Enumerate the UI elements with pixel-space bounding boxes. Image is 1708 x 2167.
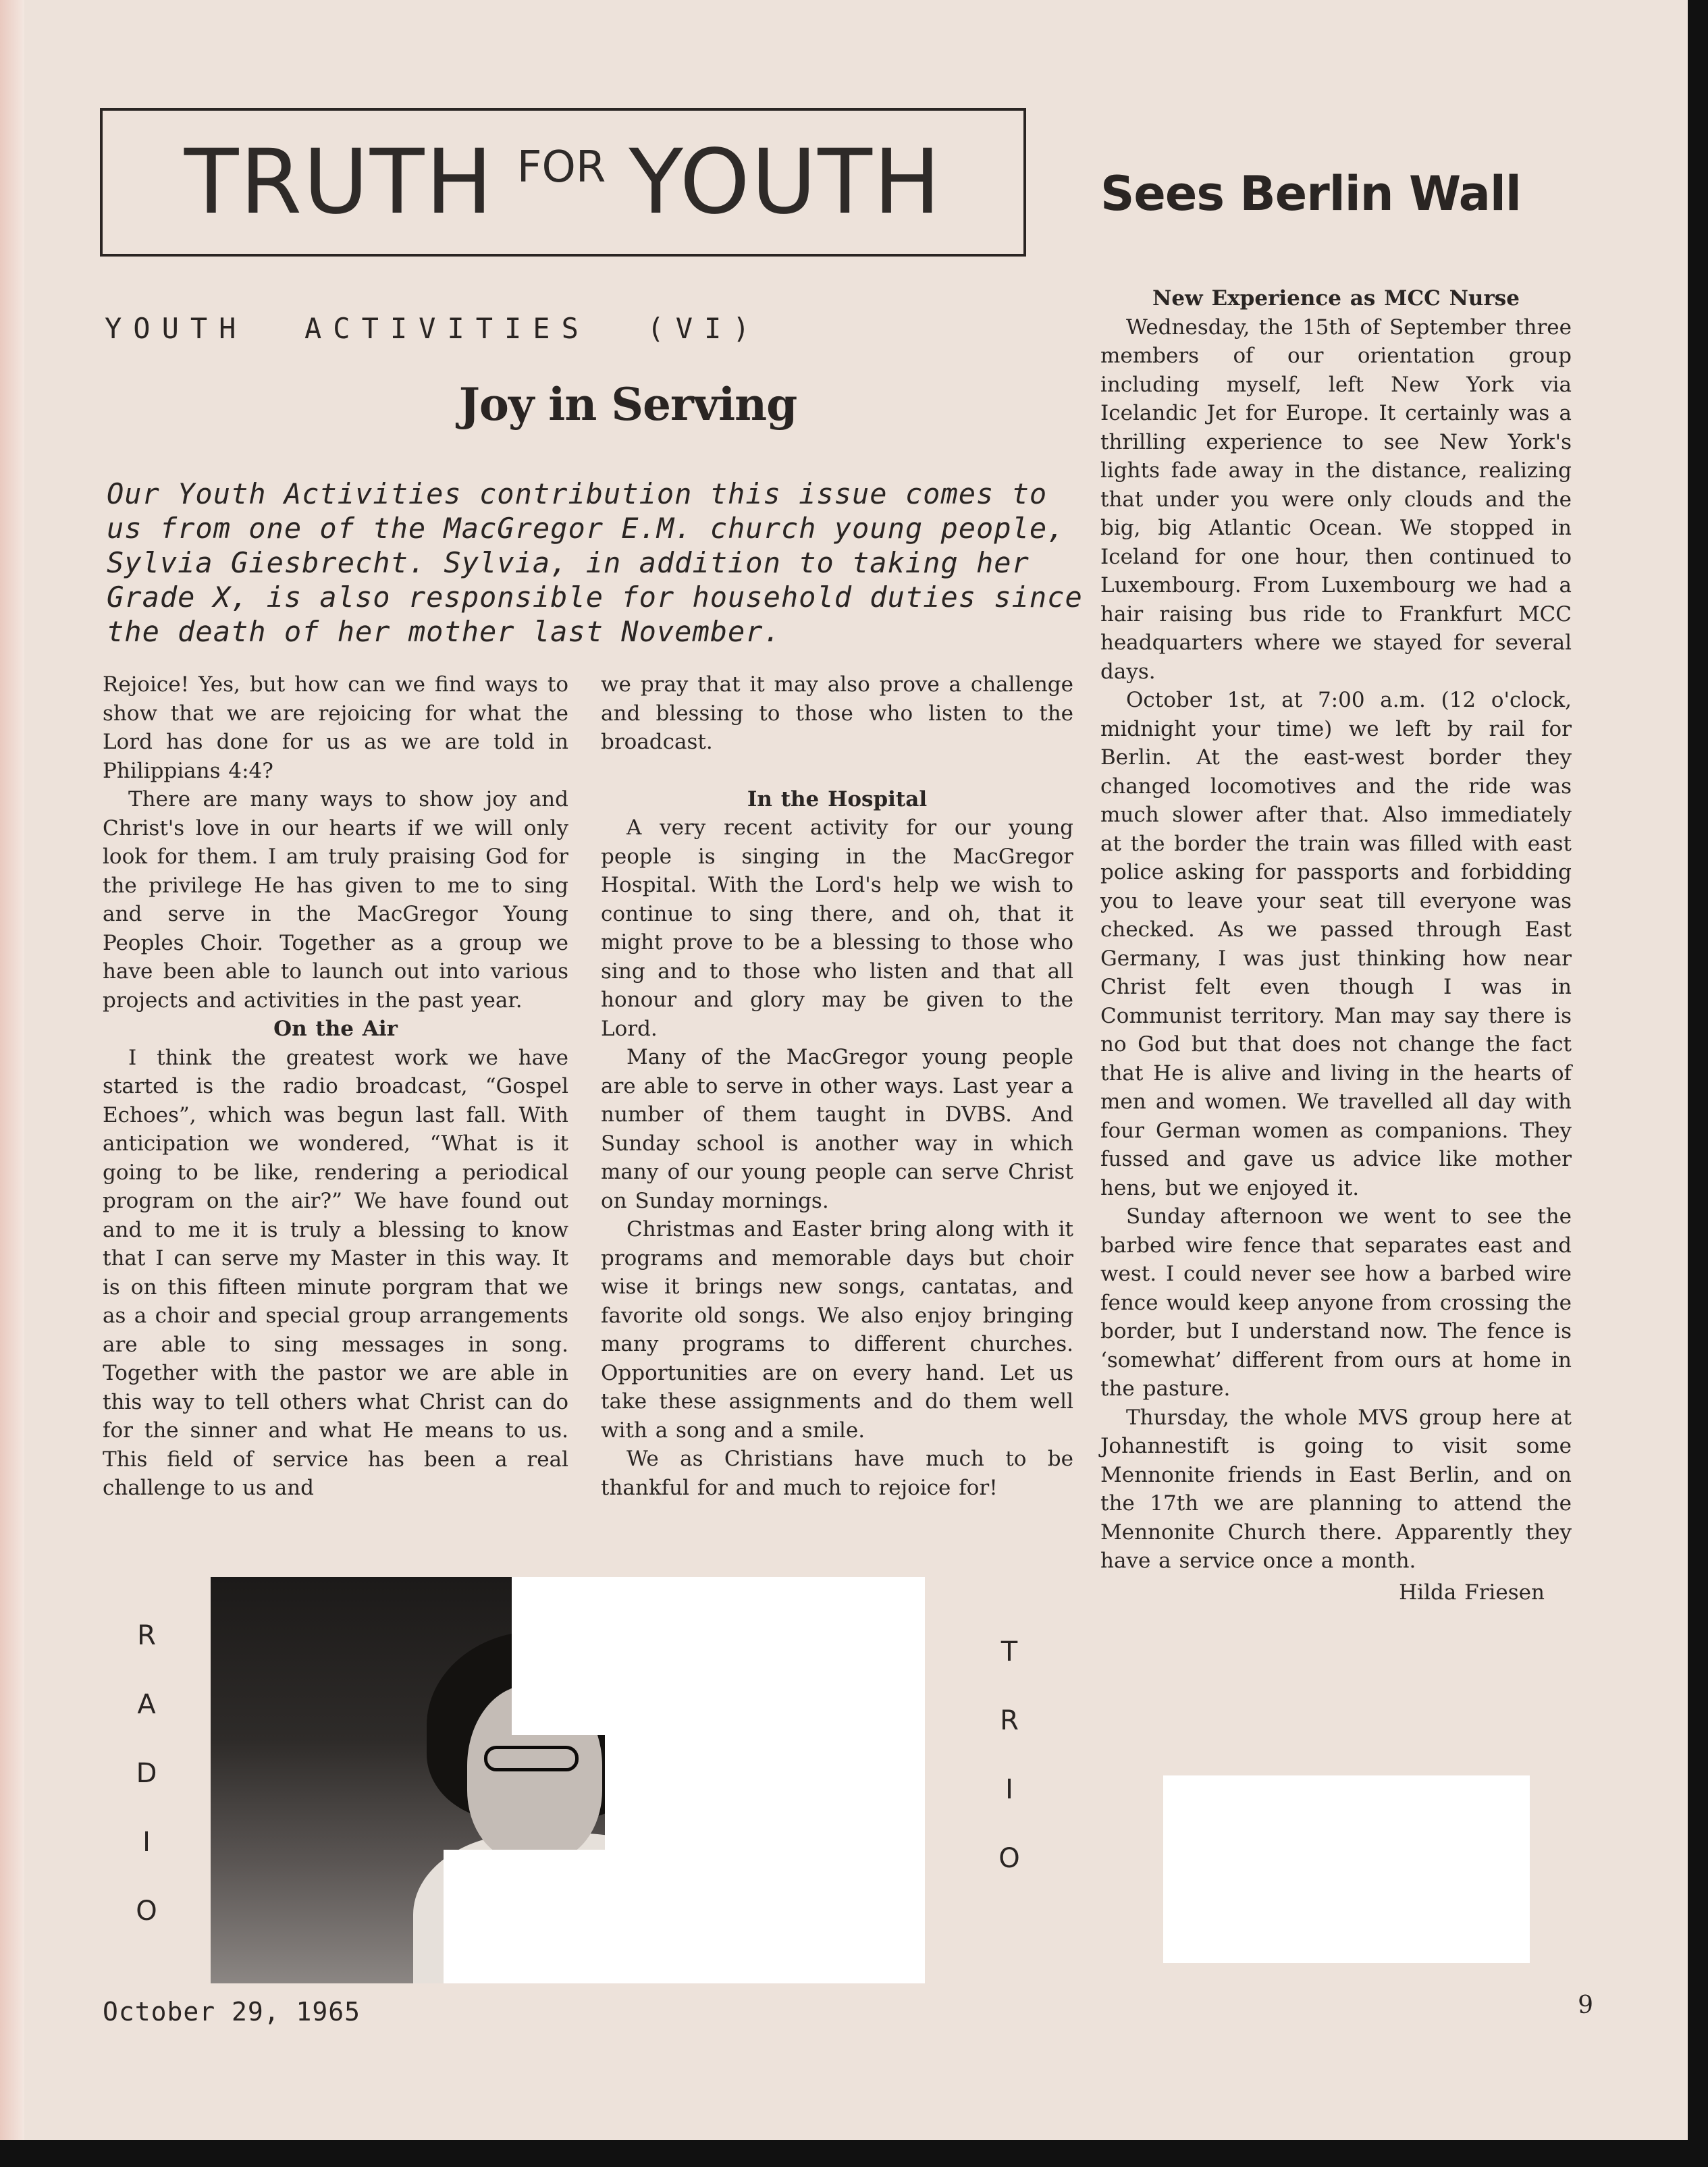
subheading-on-the-air: On the Air bbox=[273, 1017, 398, 1041]
caption-letter: T bbox=[1000, 1636, 1018, 1667]
paragraph: There are many ways to show joy and Christ's love in our hearts if we will only look for them. I am truly praising God for the privilege He has given to me to sing and serve in the MacGregor Young Peoples Choir. Together as a group we have been able to launch out into various projects and activities in the past year. bbox=[103, 787, 568, 1013]
caption-letter: I bbox=[142, 1827, 151, 1858]
section-label: YOUTH ACTIVITIES (VI) bbox=[105, 312, 762, 345]
page-edge-right bbox=[1688, 0, 1708, 2167]
author-signature: Hilda Friesen bbox=[1399, 1580, 1545, 1605]
caption-letter: R bbox=[137, 1620, 156, 1651]
photo-caption-trio bbox=[989, 1617, 1030, 1915]
caption-letter: I bbox=[1005, 1774, 1013, 1805]
subheading-mcc-nurse: New Experience as MCC Nurse bbox=[1152, 286, 1520, 311]
paragraph: Many of the MacGregor young people are able to serve in other ways. Last year a number of them taught in DVBS. And Sunday school is another way in which many of our young people can serve Christ on Sunday mornings. bbox=[601, 1045, 1073, 1213]
article-column-1 bbox=[103, 670, 568, 1568]
caption-letter: D bbox=[136, 1758, 157, 1789]
masthead-word-youth: YOUTH bbox=[629, 130, 942, 234]
subheading-in-the-hospital: In the Hospital bbox=[747, 786, 928, 811]
masthead-word-for: FOR bbox=[516, 142, 606, 192]
caption-letter: A bbox=[137, 1689, 156, 1720]
paragraph: Sunday afternoon we went to see the barbed wire fence that separates east and west. I could never see how a barbed wire fence would keep anyone from crossing the border, but I understand now. The fence is ‘somewhat’ different from ours at home in the pasture. bbox=[1100, 1204, 1572, 1401]
paragraph: I think the greatest work we have started is the radio broadcast, “Gospel Echoes”, which was begun last fall. With anticipation we wondered, “What is it going to be like, rendering a periodical program on the air?” We have found out and to me it is truly a blessing to know that I can serve my Master in this way. It is on this fifteen minute porgram that we as a choir and special group arrangements are able to sing messages in song. Together with the pastor we are able in this way to tell others what Christ can do for the sinner and what He means to us. This field of service has been a real challenge to us and bbox=[103, 1045, 568, 1500]
paragraph: we pray that it may also prove a challenge and blessing to those who listen to the broadcast. bbox=[601, 672, 1073, 754]
paragraph: Thursday, the whole MVS group here at Johannestift is going to visit some Mennonite friends in East Berlin, and on the 17th we are planning to attend the Mennonite Church there. Apparently they have a service once a month. bbox=[1100, 1405, 1572, 1573]
article-title: Joy in Serving bbox=[458, 378, 797, 431]
page-number: 9 bbox=[1578, 1991, 1593, 2019]
paragraph: Wednesday, the 15th of September three members of our orientation group including myself, left New York via Icelandic Jet for Europe. It certainly was a thrilling experience to see New York's lights fade away in the distance, realizing that under you were only clouds and the big, big Atlantic Ocean. We stopped in Iceland for one hour, then continued to Luxembourg. From Luxembourg we had a hair raising bus ride to Frankfurt MCC headquarters where we stayed for several days. bbox=[1100, 315, 1572, 684]
page-edge-left bbox=[0, 0, 24, 2167]
page-edge-bottom bbox=[0, 2140, 1708, 2167]
redaction-block bbox=[605, 1735, 925, 1850]
photo-glasses bbox=[484, 1746, 579, 1771]
caption-letter: O bbox=[998, 1843, 1020, 1874]
berlin-headline: Sees Berlin Wall bbox=[1100, 166, 1521, 221]
caption-letter: O bbox=[136, 1896, 157, 1927]
redaction-block bbox=[1163, 1775, 1530, 1963]
paragraph: Rejoice! Yes, but how can we find ways to show that we are rejoicing for what the Lord has done for us as we are told in Philippians 4:4? bbox=[103, 672, 568, 783]
redaction-block bbox=[512, 1577, 925, 1735]
masthead bbox=[100, 108, 1026, 257]
article-intro: Our Youth Activities contribution this issue comes to us from one of the MacGregor E.M. church young people, Sylvia Giesbrecht. Sylvia, in addition to taking her Grade X, is also responsible for household duties since the death of her mother last November. bbox=[107, 477, 1083, 648]
article-column-2 bbox=[601, 670, 1073, 1575]
photo-caption-radio bbox=[126, 1601, 167, 1952]
paragraph: October 1st, at 7:00 a.m. (12 o'clock, midnight your time) we left by rail for Berlin. At the east-west border they changed locomotives and the ride was much slower after that. Also immediately at the border the train was filled with east police asking for passports and forbidding you to leave your seat till everyone was checked. As we passed through East Germany, I was just thinking how near Christ felt even though I was in Communist territory. Man may say there is no God but that does not change the fact that He is alive and living in the hearts of men and women. We travelled all day with four German women as companions. They fussed and gave us advice like mother hens, but we enjoyed it. bbox=[1100, 688, 1572, 1200]
masthead-word-truth: TRUTH bbox=[184, 130, 494, 234]
berlin-column bbox=[1100, 284, 1572, 1769]
caption-letter: R bbox=[1000, 1705, 1019, 1736]
issue-date: October 29, 1965 bbox=[103, 1997, 361, 2027]
paragraph: Christmas and Easter bring along with it programs and memorable days but choir wise it brings new songs, cantatas, and favorite old songs. We also enjoy bringing many programs to different churches. Opportunities are on every hand. Let us take these assignments and do them well with a song and a smile. bbox=[601, 1217, 1073, 1443]
redaction-block bbox=[444, 1850, 925, 1983]
paragraph: We as Christians have much to be thankful for and much to rejoice for! bbox=[601, 1447, 1073, 1500]
paragraph: A very recent activity for our young people is singing in the MacGregor Hospital. With the Lord's help we wish to continue to sing there, and oh, that it might prove to be a blessing to those who sing and to those who listen and that all honour and glory may be given to the Lord. bbox=[601, 815, 1073, 1041]
